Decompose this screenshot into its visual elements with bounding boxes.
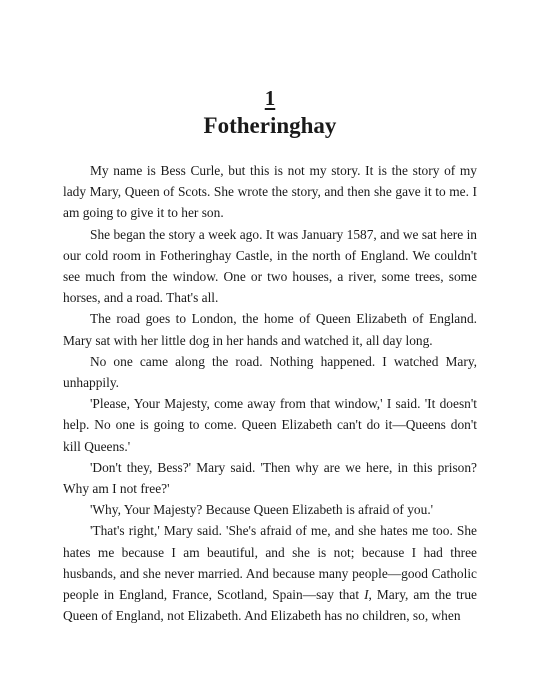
paragraph: 'Why, Your Majesty? Because Queen Elizabeth is afraid of you.' (90, 502, 434, 518)
paragraph: My name is Bess Curle, but this is not my story. It is the story of my lady Mary, Queen of Scots. She wrote the story, and then she gave it to me. I am going to give it to her son. (63, 163, 477, 221)
paragraph: No one came along the road. Nothing happened. I watched Mary, unhappily. (63, 353, 477, 391)
italic-emphasis: I (364, 587, 369, 603)
paragraph: The road goes to London, the home of Queen Elizabeth of England. Mary sat with her little dog in her hands and watched it, all day long. (63, 311, 477, 348)
paragraph: She began the story a week ago. It was January 1587, and we sat here in our cold room in Fotheringhay Castle, in the north of England. We couldn't see much from the window. One or two houses, a river, some trees, some horses, and a road. That's all. (63, 226, 477, 306)
paragraph-text: , Mary, am the true Queen of England, not Elizabeth. And Elizabeth has no children, so, when (63, 587, 477, 624)
paragraph-text: 'That's right,' Mary said. 'She's afraid of me, and she hates me too. She hates me because I am beautiful, and she is not; because I had three husbands, and she never married. And because many people—good Catholic people in England, France, Scotland, Spain—say that (63, 523, 477, 603)
chapter-title: Fotheringhay (203, 113, 337, 138)
chapter-number: 1 (264, 86, 276, 110)
paragraph: 'Don't they, Bess?' Mary said. 'Then why are we here, in this prison? Why am I not free?' (63, 459, 477, 497)
paragraph: 'Please, Your Majesty, come away from that window,' I said. 'It doesn't help. No one is going to come. Queen Elizabeth can't do it—Queens don't kill Queens.' (63, 396, 477, 454)
chapter-body (63, 160, 477, 626)
paragraph-last (63, 520, 477, 626)
